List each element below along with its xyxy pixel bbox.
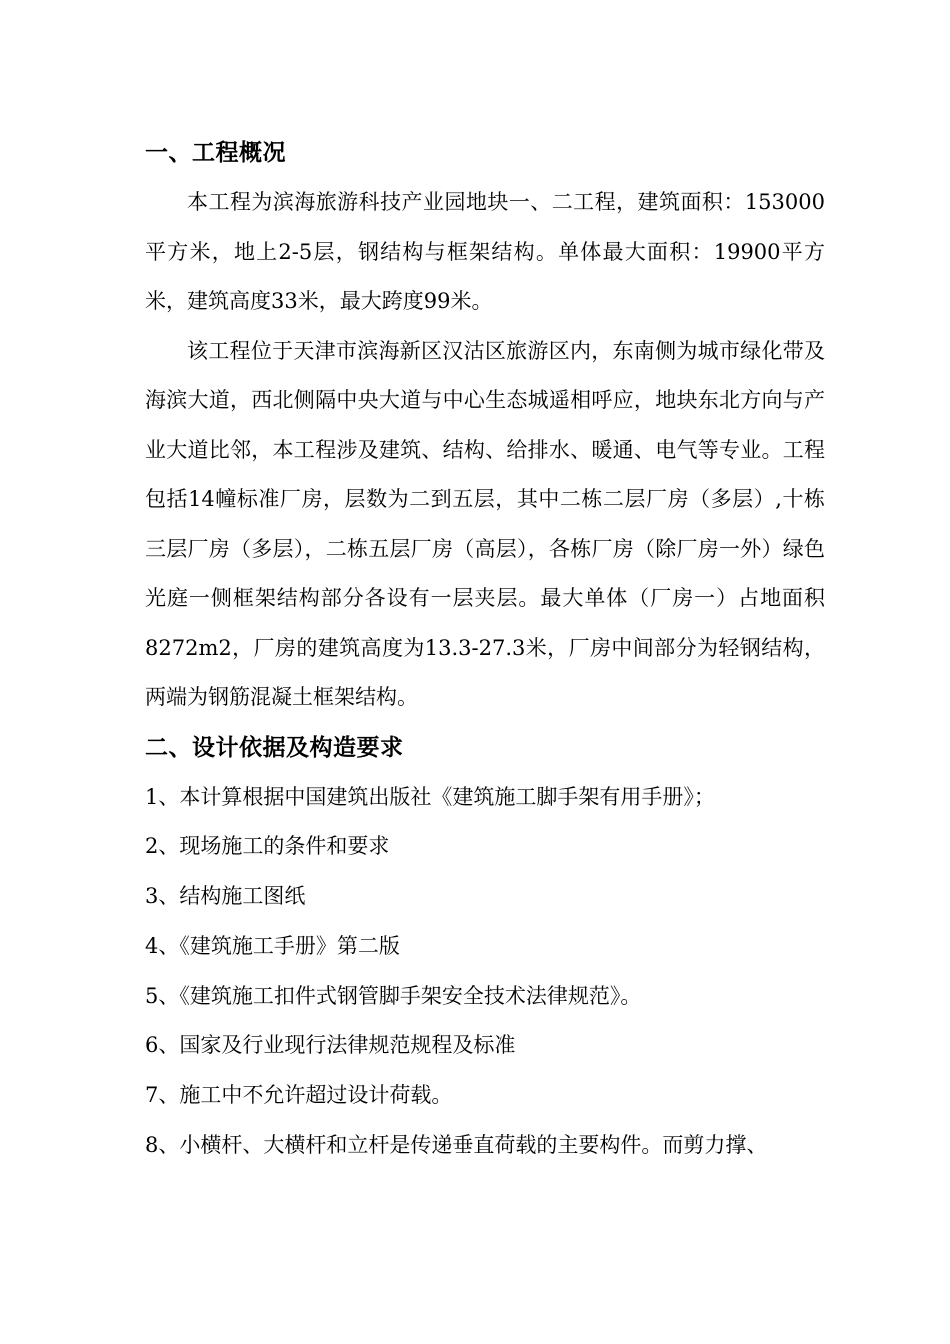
section-heading-project-overview: 一、工程概况 <box>145 140 286 166</box>
list-item: 7、施工中不允许超过设计荷载。 <box>145 1083 453 1108</box>
list-item: 5、《建筑施工扣件式钢管脚手架安全技术法律规范》。 <box>145 983 642 1008</box>
list-item: 1、本计算根据中国建筑出版社《建筑施工脚手架有用手册》； <box>145 784 715 809</box>
overview-paragraph-1: 本工程为滨海旅游科技产业园地块一、二工程，建筑面积：153000平方米，地上2-5层，钢结构与框架结构。单体最大面积：19900平方米，建筑高度33米，最大跨度99米。 <box>145 190 825 313</box>
overview-paragraph-2: 该工程位于天津市滨海新区汉沽区旅游区内，东南侧为城市绿化带及海滨大道，西北侧隔中央大道与中心生态城遥相呼应，地块东北方向与产业大道比邻，本工程涉及建筑、结构、给排水、暖通、电气等专业。工程包括14幢标准厂房，层数为二到五层，其中二栋二层厂房（多层）,十栋三层厂房（多层），二栋五层厂房（高层），各栋厂房（除厂房一外）绿色光庭一侧框架结构部分各设有一层夹层。最大单体（厂房一）占地面积8272m2，厂房的建筑高度为13.3-27.3米，厂房中间部分为轻钢结构，两端为钢筋混凝土框架结构。 <box>145 338 825 709</box>
list-item: 4、《建筑施工手册》第二版 <box>145 933 400 958</box>
list-item: 8、小横杆、大横杆和立杆是传递垂直荷载的主要构件。而剪力撑、 <box>145 1133 768 1158</box>
section-heading-design-basis: 二、设计依据及构造要求 <box>145 734 404 761</box>
document-page <box>145 128 825 1171</box>
design-basis-list <box>145 773 825 1171</box>
list-item: 6、国家及行业现行法律规范规程及标准 <box>145 1033 516 1058</box>
list-item: 2、现场施工的条件和要求 <box>145 834 390 859</box>
list-item: 3、结构施工图纸 <box>145 884 306 909</box>
